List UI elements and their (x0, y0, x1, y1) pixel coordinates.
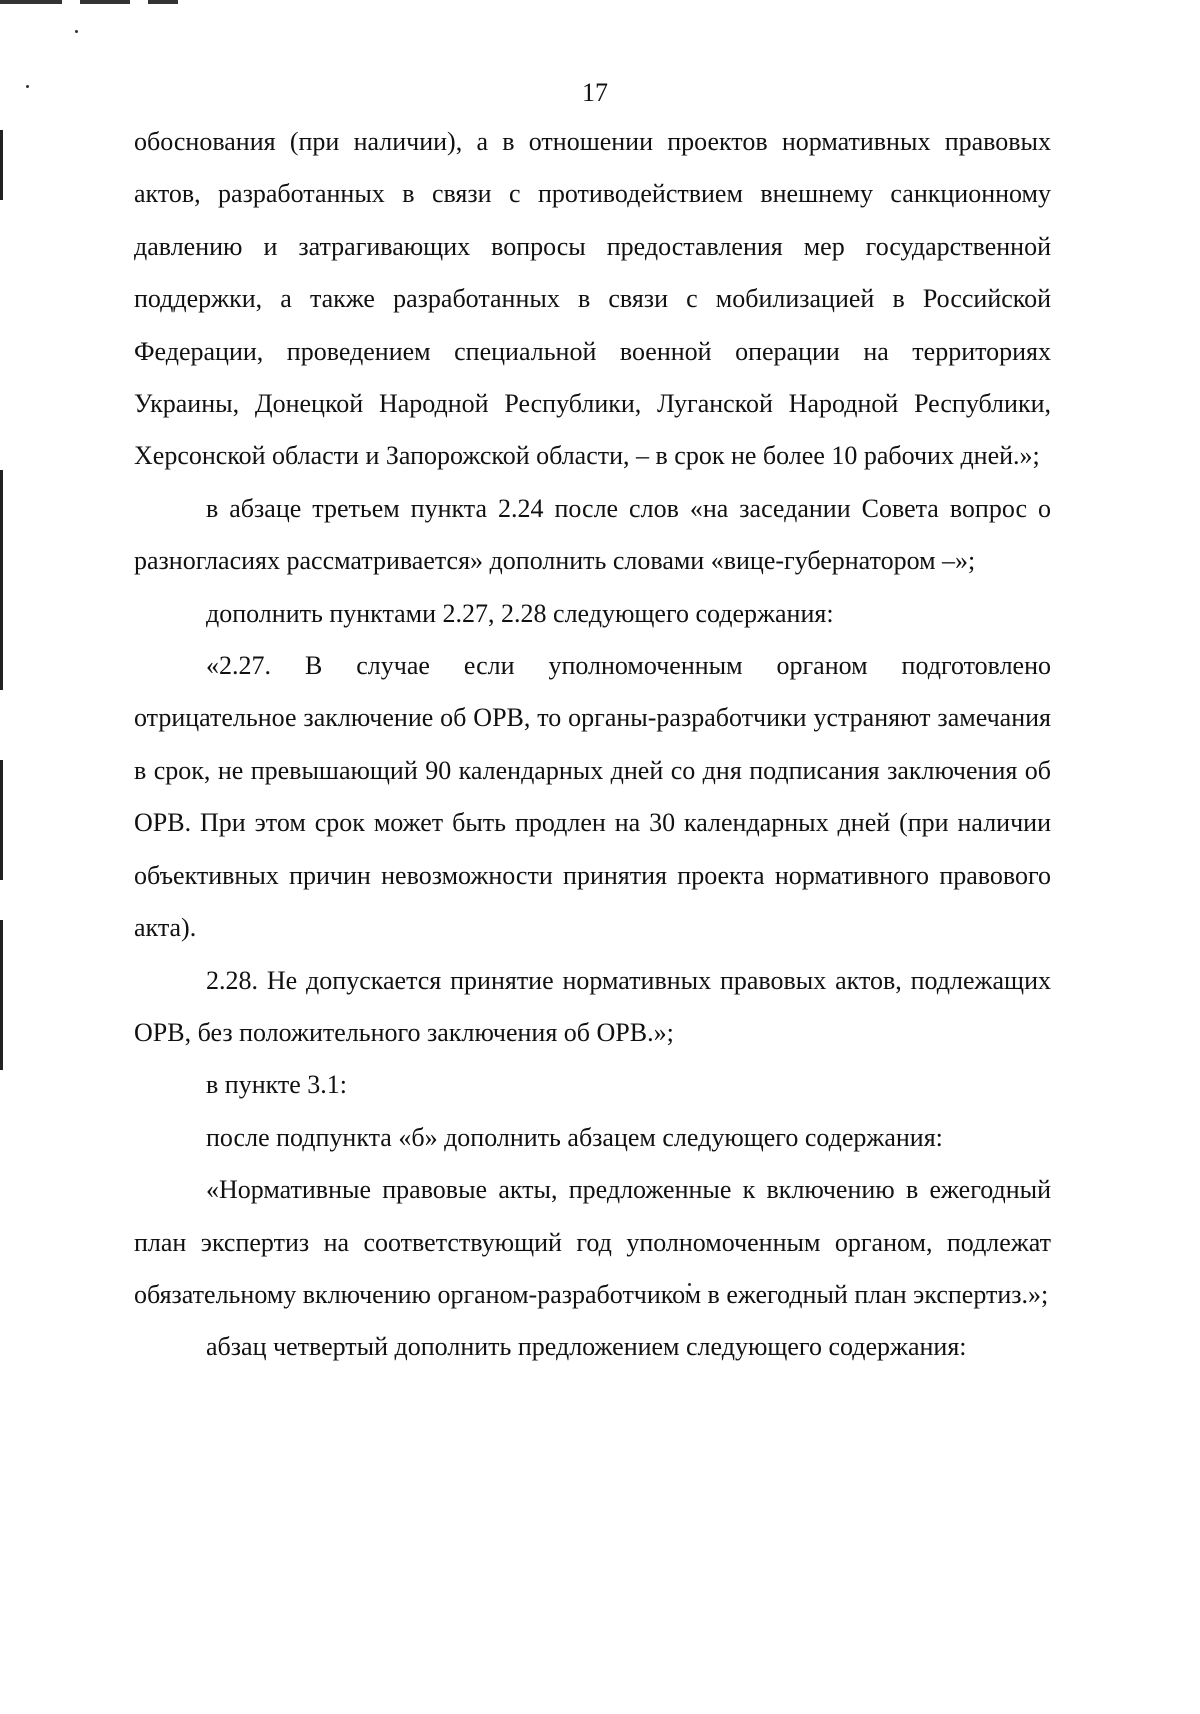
scan-artifact (0, 920, 3, 1070)
paragraph: после подпункта «б» дополнить абзацем следующего содержания: (206, 1122, 943, 1152)
paragraph: «Нормативные правовые акты, предложенные к включению в ежегодный план экспертиз на соответствующий год уполномоченным органом, подлежат обязательному включению органом-разработчиком в ежегодный план экспертиз.»; (134, 1175, 1051, 1309)
paragraph: обоснования (при наличии), а в отношении проектов нормативных правовых актов, разработанных в связи с противодействием внешнему санкционному давлению и затрагивающих вопросы предоставления мер государственной поддержки, а также разработанных в связи с мобилизацией в Российской Федерации, проведением специальной военной операции на территориях Украины, Донецкой Народной Республики, Луганской Народной Республики, Херсонской области и Запорожской области, – в срок не более 10 рабочих дней.»; (134, 127, 1051, 471)
scan-artifact (80, 0, 130, 4)
paragraph: «2.27. В случае если уполномоченным органом подготовлено отрицательное заключение об ОРВ, то органы-разработчики устраняют замечания в срок, не превышающий 90 календарных дней со дня подписания заключения об ОРВ. При этом срок может быть продлен на 30 календарных дней (при наличии объективных причин невозможности принятия проекта нормативного правового акта). (134, 651, 1051, 943)
paragraph: дополнить пунктами 2.27, 2.28 следующего содержания: (206, 598, 834, 628)
paragraph: 2.28. Не допускается принятие нормативных правовых актов, подлежащих ОРВ, без положительного заключения об ОРВ.»; (134, 965, 1051, 1047)
paragraph: в пункте 3.1: (206, 1070, 348, 1100)
scan-artifact (148, 0, 178, 4)
scan-artifact (75, 30, 78, 33)
document-body (134, 116, 1051, 1374)
scan-artifact (0, 0, 62, 4)
page-number: 17 (582, 78, 608, 107)
scan-artifact (0, 760, 3, 880)
scan-artifact (0, 470, 3, 690)
scan-artifact (0, 130, 3, 200)
paragraph: в абзаце третьем пункта 2.24 после слов «на заседании Совета вопрос о разногласиях рассматривается» дополнить словами «вице-губернатором –»; (134, 493, 1051, 576)
paragraph: абзац четвертый дополнить предложением следующего содержания: (206, 1332, 967, 1362)
